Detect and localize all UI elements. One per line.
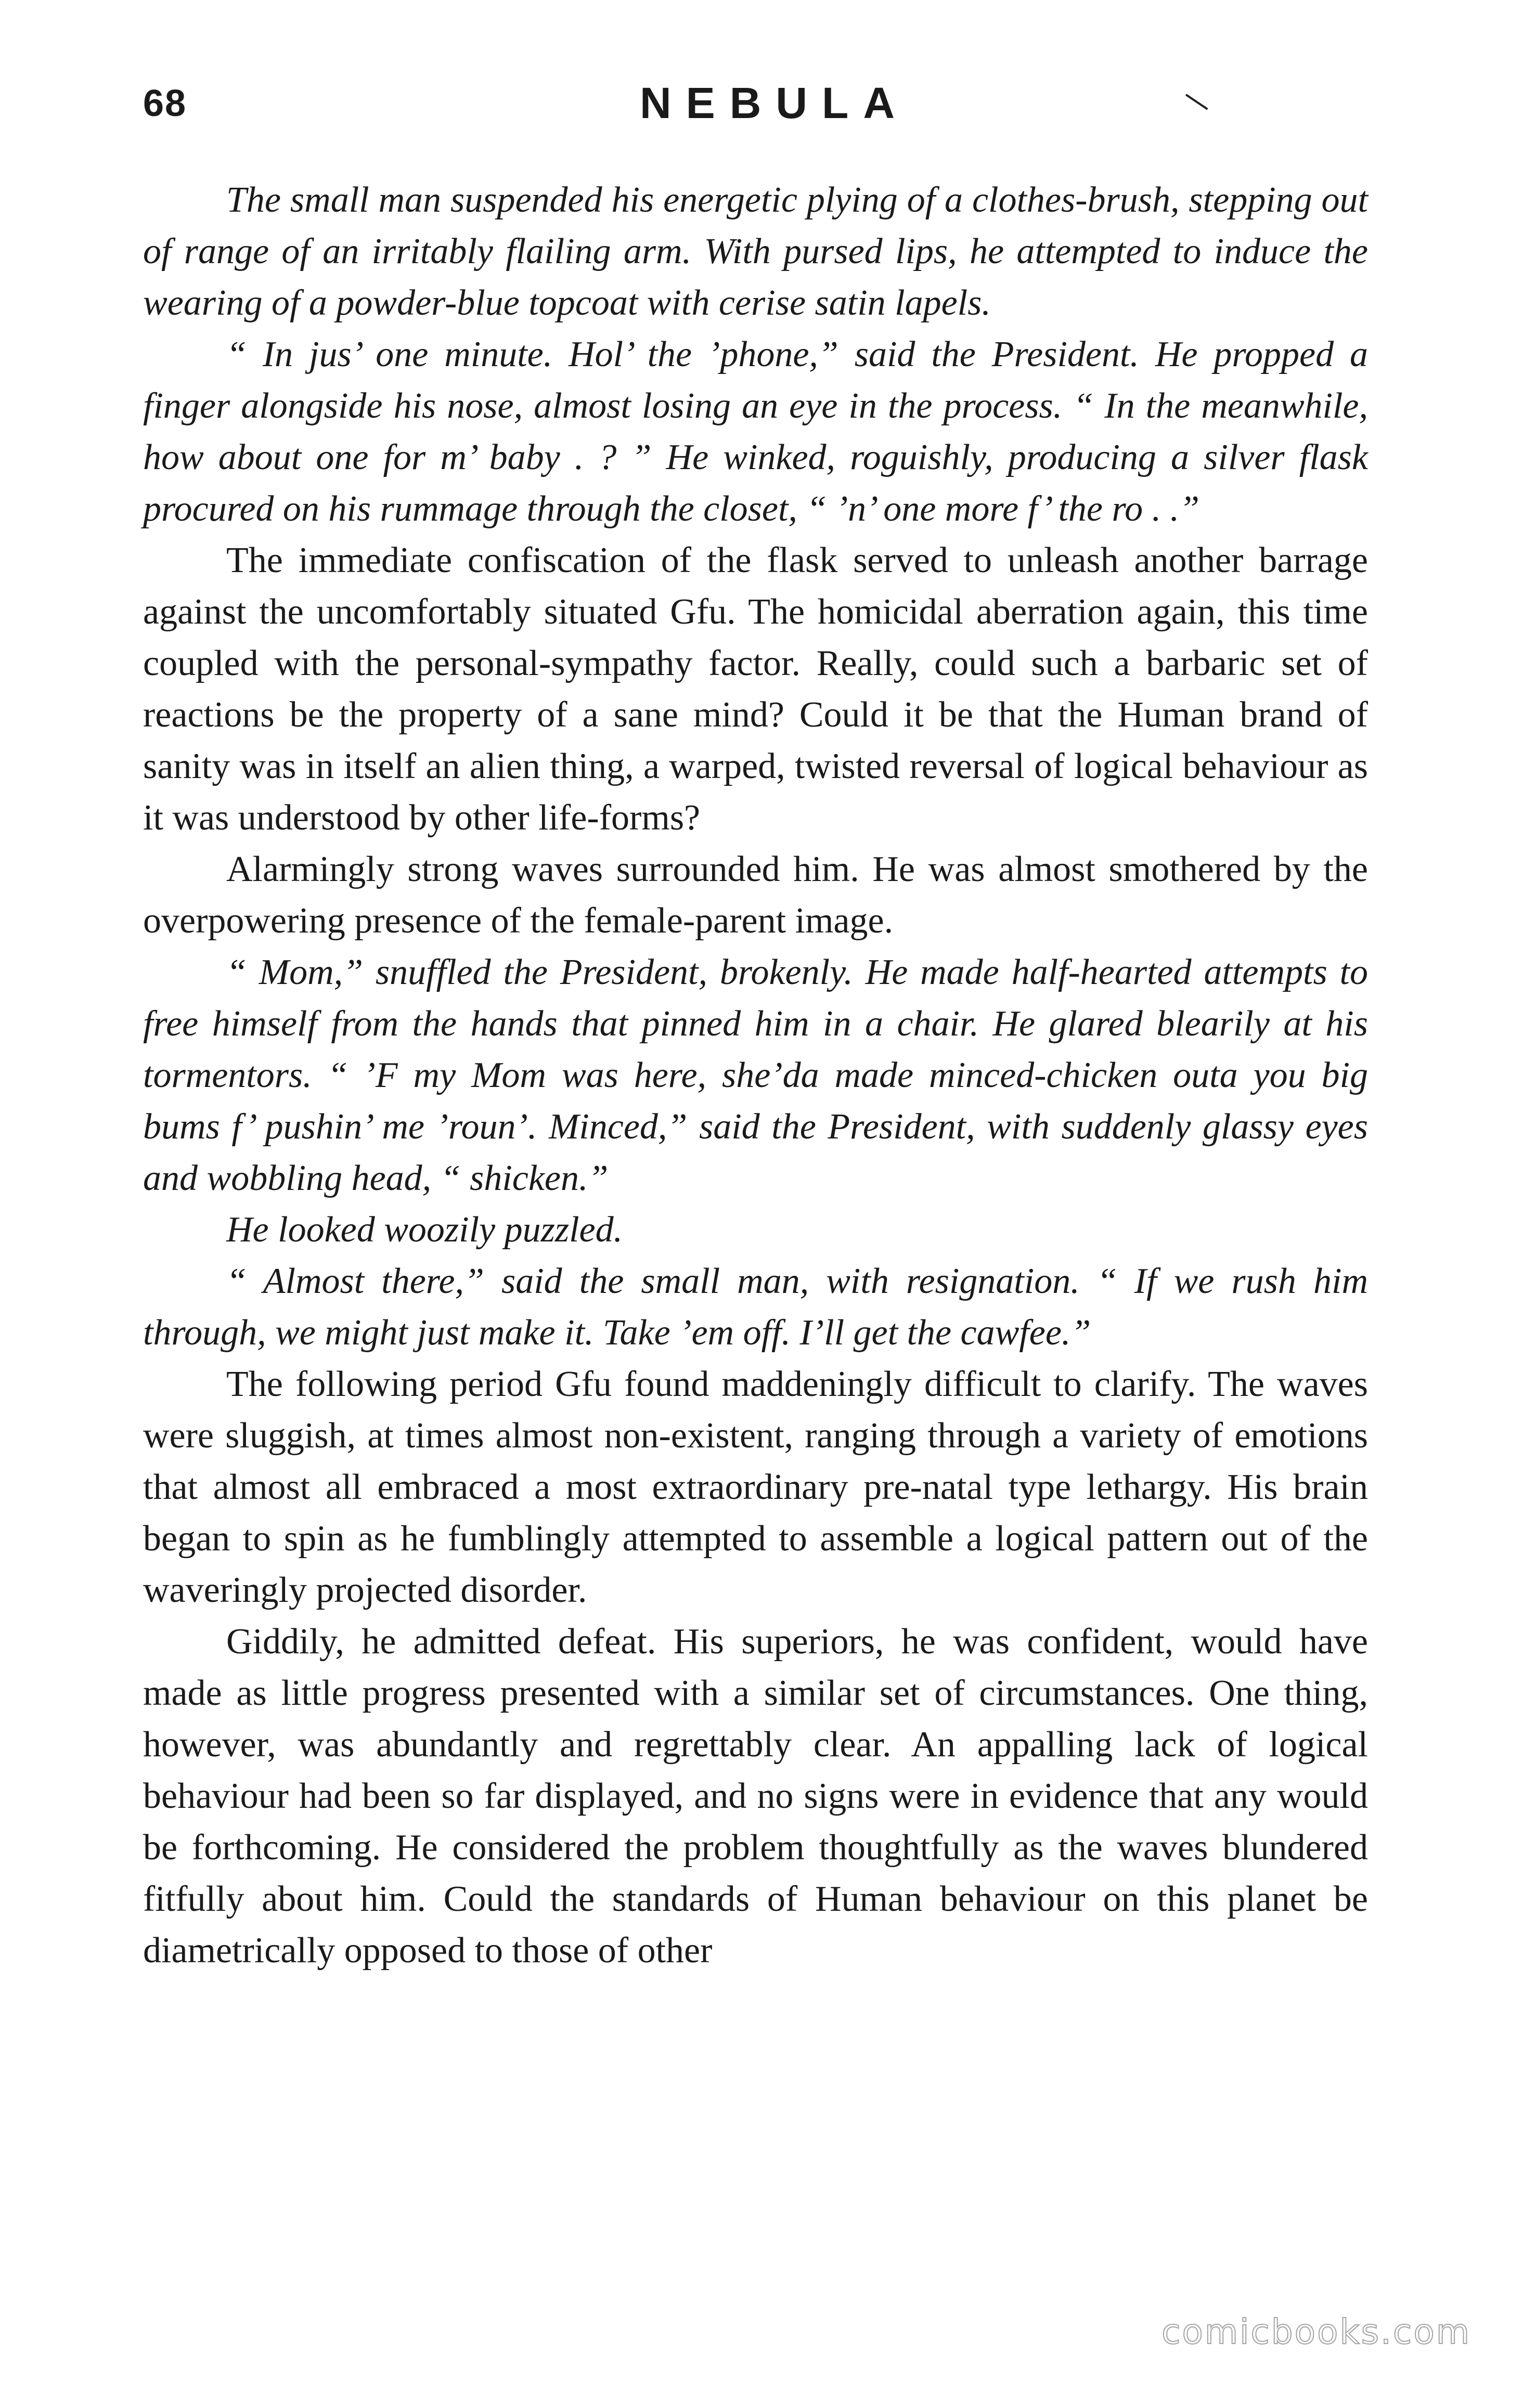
watermark: comicbooks.com	[1161, 2312, 1471, 2352]
page-number: 68	[143, 83, 187, 124]
magazine-title: NEBULA	[640, 79, 909, 127]
paragraph: The immediate confiscation of the flask served to unleash another barrage against the uncomfortably situated Gfu. The homicidal aberration again, this time coupled with the personal-sympathy factor. Really, could such a barbaric set of reactions be the property of a sane mind? Could it be that the Human brand of sanity was in itself an alien thing, a warped, twisted reversal of logical behaviour as it was understood by other life-forms?	[143, 540, 1368, 838]
paragraph: “ In jus’ one minute. Hol’ the ’phone,” said the President. He propped a finger alongside his nose, almost losing an eye in the process. “ In the meanwhile, how about one for m’ baby . ? ” He winked, roguishly, producing a silver flask procured on his rummage through the closet, “ ’n’ one more f’ the ro . .”	[143, 334, 1368, 529]
paragraph: Giddily, he admitted defeat. His superiors, he was confident, would have made as little progress presented with a similar set of circumstances. One thing, however, was abundantly and regrettably clear. An appalling lack of logical behaviour had been so far displayed, and no signs were in evidence that any would be forthcoming. He considered the problem thoughtfully as the waves blundered fitfully about him. Could the standards of Human behaviour on this planet be diametrically opposed to those of other	[143, 1622, 1368, 1971]
paragraph: “ Almost there,” said the small man, with resignation. “ If we rush him through, we might just make it. Take ’em off. I’ll get the cawfee.”	[143, 1261, 1368, 1353]
paragraph: The following period Gfu found maddeningly difficult to clarify. The waves were sluggish, at times almost non-existent, ranging through a variety of emotions that almost all embraced a most extraordinary pre-natal type lethargy. His brain began to spin as he fumblingly attempted to assemble a logical pattern out of the waveringly projected disorder.	[143, 1364, 1368, 1610]
stray-mark	[1185, 94, 1208, 110]
running-head	[143, 78, 1368, 135]
body-text	[143, 174, 1368, 1976]
paragraph: The small man suspended his energetic plying of a clothes-brush, stepping out of range of an irritably flailing arm. With pursed lips, he attempted to induce the wearing of a powder-blue topcoat with cerise satin lapels.	[143, 180, 1368, 323]
paragraph: “ Mom,” snuffled the President, brokenly. He made half-hearted attempts to free himself from the hands that pinned him in a chair. He glared blearily at his tormentors. “ ’F my Mom was here, she’da made minced-chicken outa you big bums f’ pushin’ me ’roun’. Minced,” said the President, with suddenly glassy eyes and wobbling head, “ shicken.”	[143, 952, 1368, 1198]
paragraph: Alarmingly strong waves surrounded him. He was almost smothered by the overpowering presence of the female-parent image.	[143, 849, 1368, 941]
paragraph: He looked woozily puzzled.	[226, 1210, 623, 1250]
